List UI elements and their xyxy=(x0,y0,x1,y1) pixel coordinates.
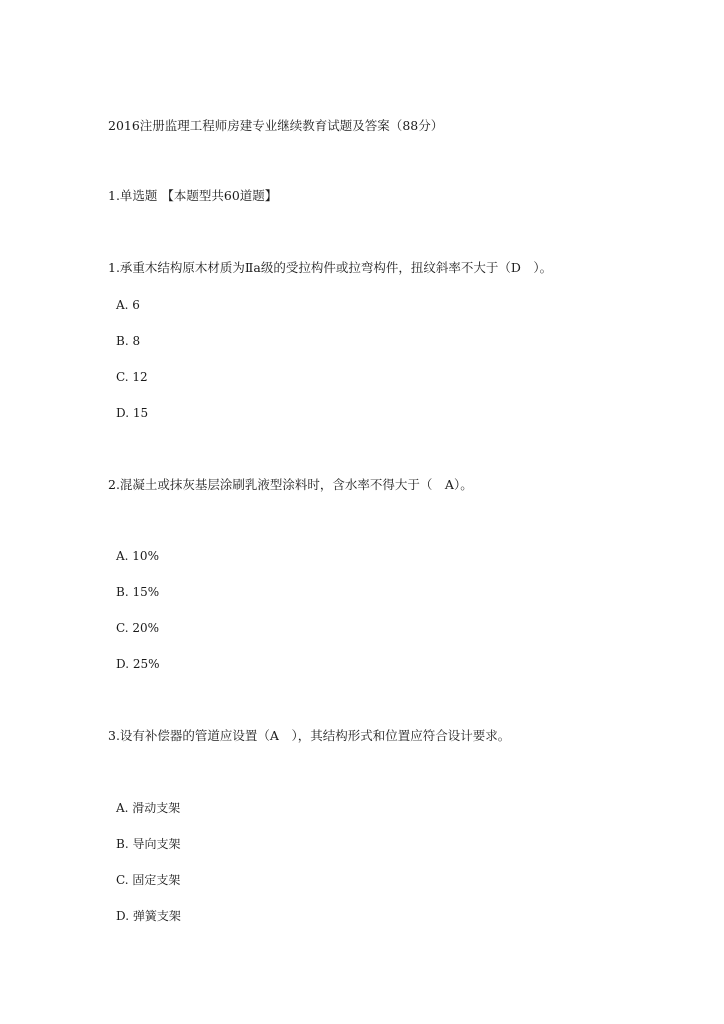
question-1-option-b: B. 8 xyxy=(116,334,141,348)
question-3-option-a: A. 滑动支架 xyxy=(116,801,181,815)
question-1-option-d: D. 15 xyxy=(116,406,149,420)
question-3-option-d: D. 弹簧支架 xyxy=(116,909,181,923)
question-3-text: 3.设有补偿器的管道应设置（A ），其结构形式和位置应符合设计要求。 xyxy=(108,728,511,743)
question-3-option-c: C. 固定支架 xyxy=(116,873,181,887)
section-heading: 1.单选题 【本题型共60道题】 xyxy=(108,188,278,203)
question-2-text: 2.混凝土或抹灰基层涂刷乳液型涂料时，含水率不得大于（ A）。 xyxy=(108,477,473,492)
question-3-option-b: B. 导向支架 xyxy=(116,837,181,851)
document-title: 2016注册监理工程师房建专业继续教育试题及答案（88分） xyxy=(108,118,444,133)
question-2-option-b: B. 15% xyxy=(116,585,160,599)
question-2-option-a: A. 10% xyxy=(116,549,159,563)
question-2-option-c: C. 20% xyxy=(116,621,160,635)
question-1-option-a: A. 6 xyxy=(116,298,140,312)
question-2-option-d: D. 25% xyxy=(116,657,160,671)
question-1-option-c: C. 12 xyxy=(116,370,148,384)
question-1-text: 1.承重木结构原木材质为Ⅱa级的受拉构件或拉弯构件，扭纹斜率不大于（D ）。 xyxy=(108,260,553,275)
